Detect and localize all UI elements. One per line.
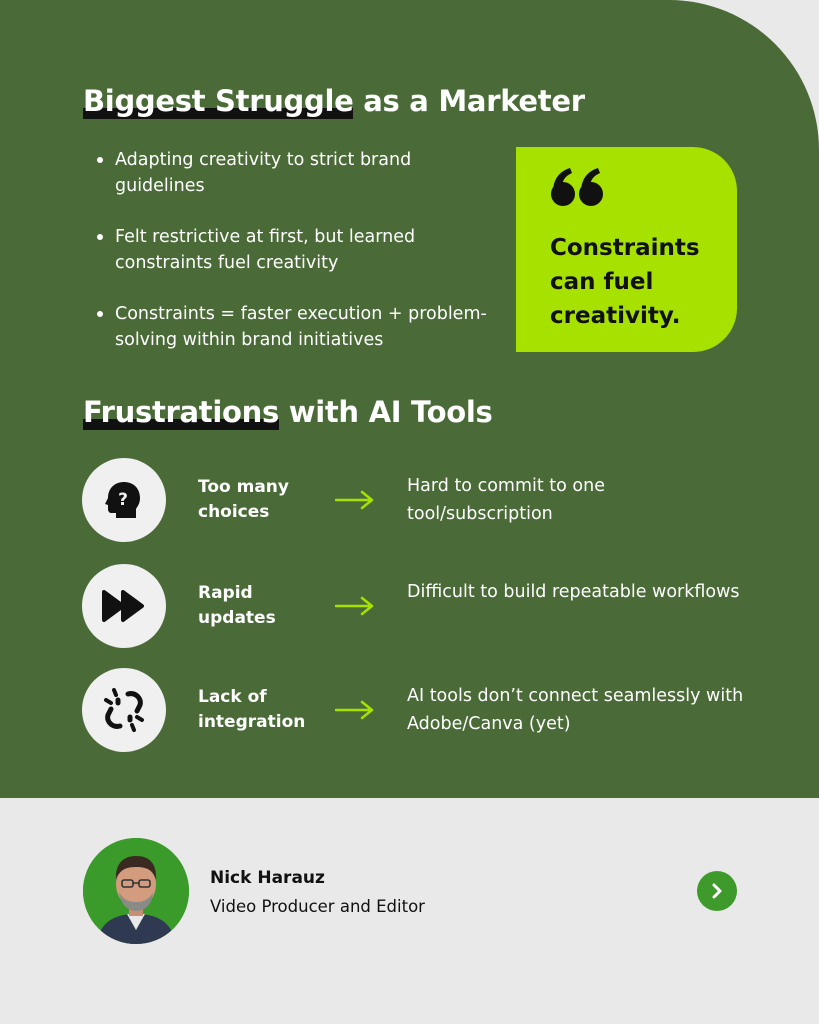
- question-head-icon: [102, 478, 146, 522]
- title-rest: with AI Tools: [278, 395, 493, 429]
- profile-footer: [0, 798, 819, 1024]
- struggle-list: [97, 147, 497, 378]
- icon-circle: [82, 564, 166, 648]
- row-description: Hard to commit to one tool/subscription: [407, 476, 605, 524]
- arrow-right-icon: [335, 594, 375, 618]
- person-photo: [83, 838, 189, 944]
- arrow-right-icon: [335, 698, 375, 722]
- title-highlight: Frustrations: [83, 395, 279, 429]
- row-label: Rapid updates: [198, 583, 276, 628]
- arrow-right-icon: [335, 488, 375, 512]
- svg-text:?: ?: [118, 490, 128, 510]
- row-label: Too many choices: [198, 477, 289, 522]
- quote-card: [516, 147, 737, 352]
- quote-text: Constraints can fuel creativity.: [550, 235, 700, 329]
- profile-role: Video Producer and Editor: [210, 897, 425, 916]
- fast-forward-icon: [101, 588, 147, 624]
- chevron-right-icon: [708, 882, 726, 900]
- quote-mark-icon: [550, 167, 606, 209]
- title-highlight: Biggest Struggle: [83, 84, 354, 118]
- list-item: Felt restrictive at first, but learned constraints fuel creativity: [97, 224, 497, 276]
- icon-circle: [82, 668, 166, 752]
- frustration-row: [82, 458, 762, 542]
- row-label: Lack of integration: [198, 687, 306, 732]
- profile-name: Nick Harauz: [210, 868, 325, 888]
- title-rest: as a Marketer: [353, 84, 585, 118]
- frustration-row: [82, 564, 762, 648]
- icon-circle: [82, 458, 166, 542]
- next-button[interactable]: [697, 871, 737, 911]
- avatar: [83, 838, 189, 944]
- row-description: AI tools don’t connect seamlessly with Adobe/Canva (yet): [407, 686, 744, 734]
- row-description: Difficult to build repeatable workflows: [407, 582, 740, 602]
- list-item: Adapting creativity to strict brand guidelines: [97, 147, 497, 199]
- frustration-row: [82, 668, 762, 752]
- section-title-struggle: [83, 84, 585, 118]
- broken-link-icon: [100, 686, 148, 734]
- list-item: Constraints = faster execution + problem-solving within brand initiatives: [97, 301, 497, 353]
- section-title-frustrations: [83, 395, 492, 429]
